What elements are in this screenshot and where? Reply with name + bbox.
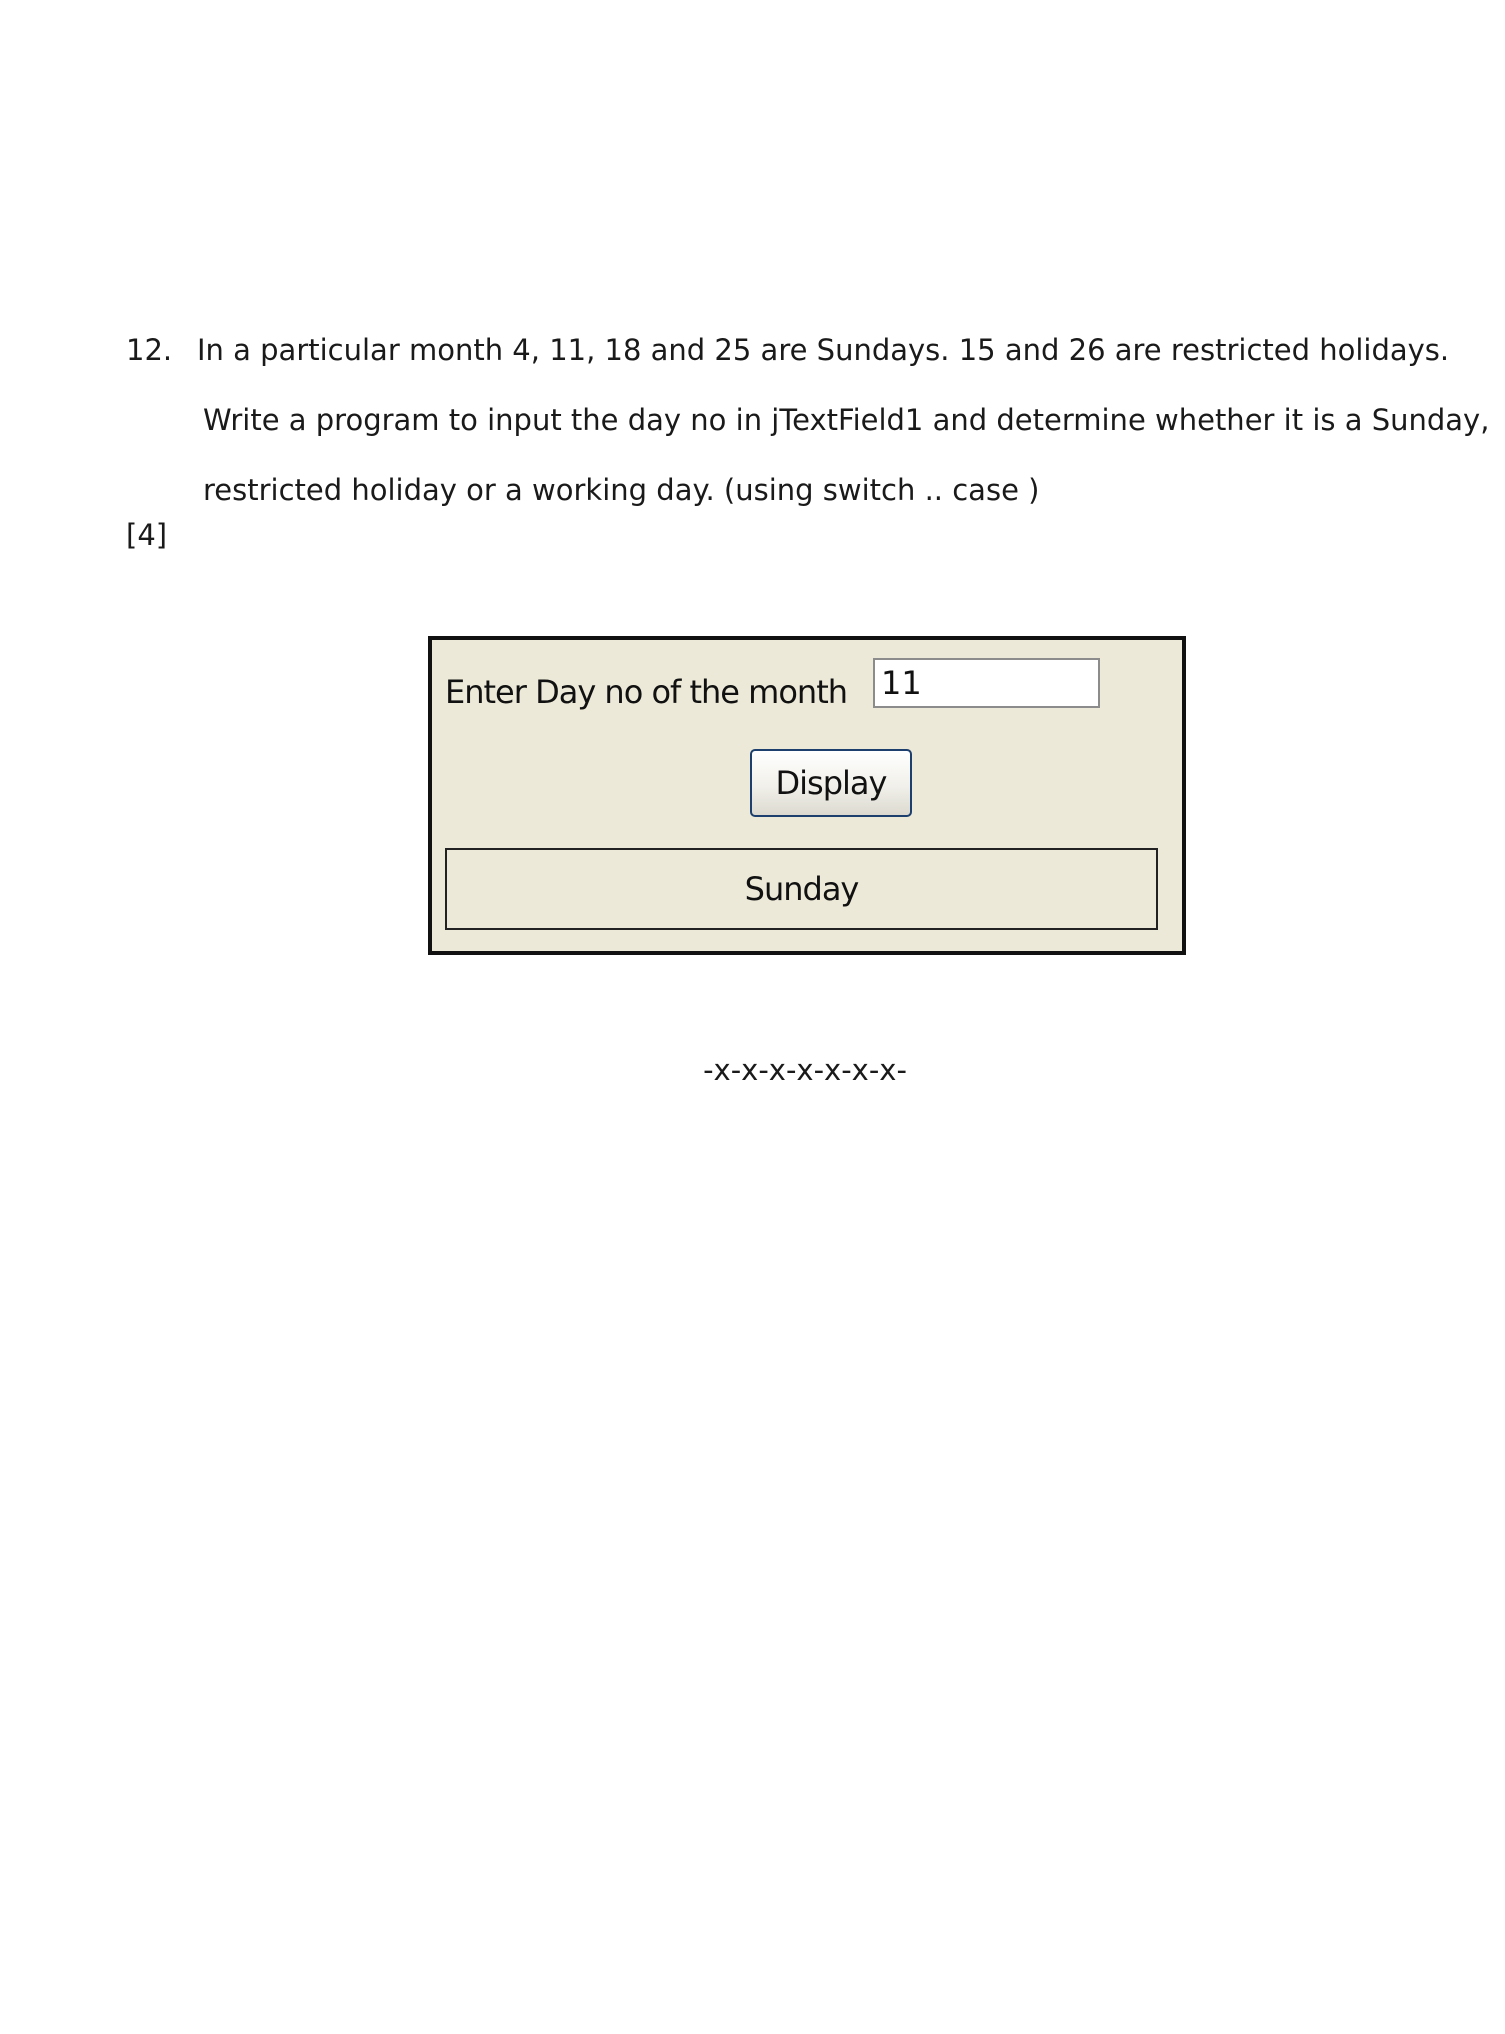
question-text-line-2: Write a program to input the day no in jTextField1 and determine whether it is a Sunday,	[203, 403, 1490, 437]
marks-label: [4]	[126, 518, 168, 552]
question-text-line-3: restricted holiday or a working day. (using switch .. case )	[203, 473, 1040, 507]
result-text: Sunday	[744, 870, 859, 908]
form-window	[428, 636, 1186, 955]
end-of-paper-mark: -x-x-x-x-x-x-x-	[703, 1053, 907, 1087]
question-text-line-1: In a particular month 4, 11, 18 and 25 are Sundays. 15 and 26 are restricted holidays.	[197, 333, 1450, 367]
day-number-input[interactable]	[873, 658, 1100, 708]
display-button[interactable]: Display	[750, 749, 912, 817]
day-prompt-label: Enter Day no of the month	[445, 673, 848, 711]
question-number: 12.	[126, 333, 173, 367]
result-display	[445, 848, 1158, 930]
